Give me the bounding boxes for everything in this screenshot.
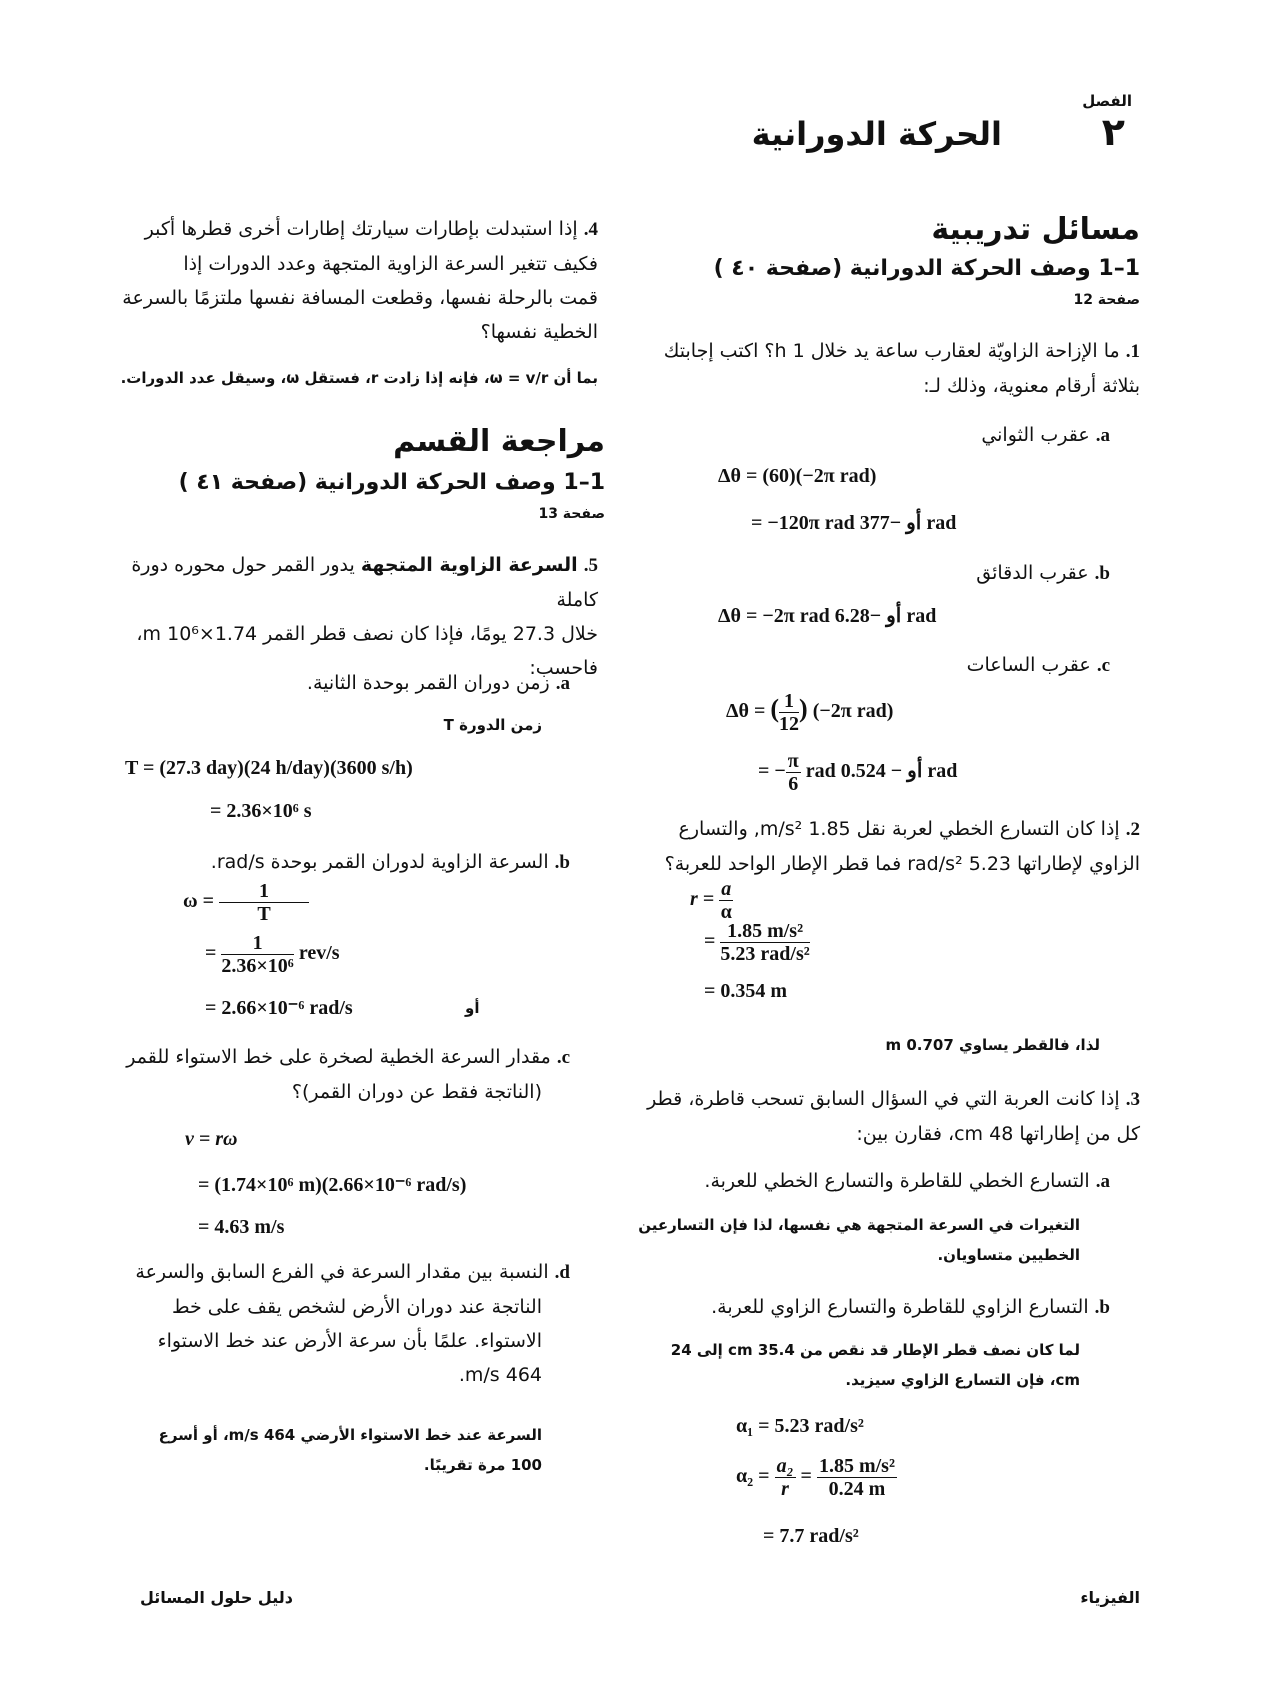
part-text: عقرب الدقائق xyxy=(976,562,1089,584)
q5-part-b xyxy=(211,845,570,880)
part-text: زمن دوران القمر بوحدة الثانية. xyxy=(306,672,550,694)
question-topic: السرعة الزاوية المتجهة xyxy=(360,554,578,576)
q3-equation-3: = 7.7 rad/s² xyxy=(763,1525,859,1547)
chapter-number: ٢ xyxy=(1101,110,1125,154)
q2-equation-2: = $\frac{\text{1.85 m/s²}}{\text{5.23 rad/s²}}$ xyxy=(704,920,810,965)
q3-part-b xyxy=(711,1290,1110,1325)
question-5 xyxy=(108,548,598,685)
q5a-answer: زمن الدورة T xyxy=(443,716,542,734)
question-text: خلال 27.3 يومًا، فإذا كان نصف قطر القمر 1.74×10⁶ m، xyxy=(136,623,598,645)
q5-part-c xyxy=(108,1040,570,1109)
part-text: النسبة بين مقدار السرعة في الفرع السابق والسرعة xyxy=(135,1261,549,1283)
q5d-answer: السرعة عند خط الاستواء الأرضي 464 m/s، أو أسرع 100 مرة تقريبًا. xyxy=(158,1426,542,1474)
question-1 xyxy=(610,334,1140,403)
q5b-equation-3: = 2.66×10⁻⁶ rad/s xyxy=(205,997,353,1019)
q2-equation-1: r = $\frac{a}{\alpha}$ xyxy=(690,878,732,923)
chapter-title: الحركة الدورانية xyxy=(751,115,1002,153)
question-text: فاحسب: xyxy=(529,657,598,679)
part-label: a. xyxy=(1095,425,1110,446)
q1c-equation-1: Δθ = ( $\frac{1}{12}$ ) (−2π rad) xyxy=(726,690,894,735)
q3b-answer: لما كان نصف قطر الإطار قد نقص من 35.4 cm إلى 24 cm، فإن التسارع الزاوي سيزيد. xyxy=(670,1341,1080,1389)
part-label: b. xyxy=(1094,563,1110,584)
q5c-equation-2: = (1.74×10⁶ m)(2.66×10⁻⁶ rad/s) xyxy=(198,1174,467,1196)
q5b-equation-2: = $\frac{1}{\text{2.36×10⁶}}$ rev/s xyxy=(205,932,340,977)
question-text: قمت بالرحلة نفسها، وقطعت المسافة نفسها ملتزمًا بالسرعة xyxy=(122,287,598,309)
part-text: 464 m/s. xyxy=(458,1364,542,1386)
part-text: مقدار السرعة الخطية لصخرة على خط الاستواء للقمر xyxy=(126,1046,551,1068)
q5-part-a xyxy=(307,666,570,701)
question-text: الخطية نفسها؟ xyxy=(480,321,598,343)
q5a-equation-1: T = (27.3 day)(24 h/day)(3600 s/h) xyxy=(125,757,413,779)
practice-subsection-title: 1–1 وصف الحركة الدورانية (صفحة ٤٠ ) xyxy=(713,256,1140,281)
q1-part-b xyxy=(976,556,1110,591)
part-text: التسارع الخطي للقاطرة والتسارع الخطي للعربة. xyxy=(704,1170,1090,1192)
question-text: إذا كان التسارع الخطي لعربة نقل 1.85 m/s², والتسارع xyxy=(678,818,1120,840)
q4-answer: بما أن ω = v/r، فإنه إذا زادت r، فستقل ω، وسيقل عدد الدورات. xyxy=(120,369,598,387)
footer-book-title: دليل حلول المسائل xyxy=(140,1588,293,1607)
question-text: فكيف تتغير السرعة الزاوية المتجهة وعدد الدورات إذا xyxy=(183,253,598,275)
question-2 xyxy=(610,812,1140,881)
part-label: d. xyxy=(554,1262,570,1283)
q3-equation-1: α₁ = 5.23 rad/s² xyxy=(736,1415,864,1437)
q5c-equation-1: v = rω xyxy=(185,1128,238,1150)
q2-answer: لذا، فالقطر يساوي 0.707 m xyxy=(885,1036,1100,1054)
part-text: السرعة الزاوية لدوران القمر بوحدة rad/s. xyxy=(210,851,549,873)
question-text: يدور القمر حول محوره دورة كاملة xyxy=(131,554,598,611)
part-text: عقرب الثواني xyxy=(981,424,1090,446)
question-text: ما الإزاحة الزاويّة لعقارب ساعة يد خلال 1 h؟ اكتب إجابتك xyxy=(663,340,1120,362)
q5c-equation-3: = 4.63 m/s xyxy=(198,1216,285,1238)
q3-equation-2: α₂ = $\frac{\text{a₂}}{r}$ = $\frac{\text{1.85 m/s²}}{0.24 m}$ xyxy=(736,1455,895,1500)
q5b-or-label: أو xyxy=(465,999,480,1017)
question-4 xyxy=(108,212,598,349)
part-label: b. xyxy=(1094,1297,1110,1318)
q5a-equation-2: = 2.36×10⁶ s xyxy=(210,800,312,822)
question-text: كل من إطاراتها 48 cm، فقارن بين: xyxy=(856,1123,1140,1145)
practice-problems-title: مسائل تدريبية xyxy=(931,212,1140,247)
q1b-equation-1: Δθ = −2π rad أو −6.28 rad xyxy=(718,605,937,627)
chapter-label: الفصل xyxy=(1082,92,1132,110)
part-label: a. xyxy=(555,673,570,694)
question-number: 5. xyxy=(583,555,598,576)
question-text: بثلاثة أرقام معنوية، وذلك لـ: xyxy=(923,375,1140,397)
q1-part-c xyxy=(967,648,1110,683)
question-3 xyxy=(610,1082,1140,1151)
question-number: 3. xyxy=(1125,1089,1140,1110)
question-number: 2. xyxy=(1125,819,1140,840)
q1a-equation-2: = −120π rad أو −377 rad xyxy=(751,512,957,534)
q3-part-a xyxy=(704,1164,1110,1199)
review-subsection-title: 1–1 وصف الحركة الدورانية (صفحة ٤١ ) xyxy=(178,470,605,495)
question-text: الزاوي لإطاراتها 5.23 rad/s² فما قطر الإطار الواحد للعربة؟ xyxy=(664,853,1140,875)
q5b-equation-1: ω = $\frac{1}{T}$ xyxy=(183,880,309,925)
part-text: عقرب الساعات xyxy=(966,654,1091,676)
question-text: إذا كانت العربة التي في السؤال السابق تسحب قاطرة، قطر xyxy=(647,1088,1120,1110)
part-text: (الناتجة فقط عن دوران القمر)؟ xyxy=(291,1081,542,1103)
question-text: إذا استبدلت بإطارات سيارتك إطارات أخرى قطرها أكبر xyxy=(144,218,578,240)
footer-subject: الفيزياء xyxy=(1080,1588,1140,1607)
q3a-answer: التغيرات في السرعة المتجهة هي نفسها، لذا فإن التسارعين الخطيين متساويان. xyxy=(638,1216,1080,1264)
practice-page-ref: صفحة 12 xyxy=(1073,292,1140,308)
q2-equation-3: = 0.354 m xyxy=(704,980,788,1002)
q1a-equation-1: Δθ = (60)(−2π rad) xyxy=(718,465,877,487)
q5-part-d xyxy=(108,1255,570,1392)
section-review-title: مراجعة القسم xyxy=(393,424,605,459)
part-label: c. xyxy=(556,1047,570,1068)
q1c-equation-2: = − $\frac{\pi}{6}$ rad أو − 0.524 rad xyxy=(758,750,958,795)
part-label: c. xyxy=(1096,655,1110,676)
q1-part-a xyxy=(981,418,1110,453)
part-text: التسارع الزاوي للقاطرة والتسارع الزاوي للعربة. xyxy=(711,1296,1089,1318)
question-number: 4. xyxy=(583,219,598,240)
part-label: a. xyxy=(1095,1171,1110,1192)
question-number: 1. xyxy=(1125,341,1140,362)
review-page-ref: صفحة 13 xyxy=(538,506,605,522)
part-label: b. xyxy=(554,852,570,873)
part-text: الاستواء. علمًا بأن سرعة الأرض عند خط الاستواء xyxy=(157,1330,542,1352)
part-text: الناتجة عند دوران الأرض لشخص يقف على خط xyxy=(171,1296,542,1318)
